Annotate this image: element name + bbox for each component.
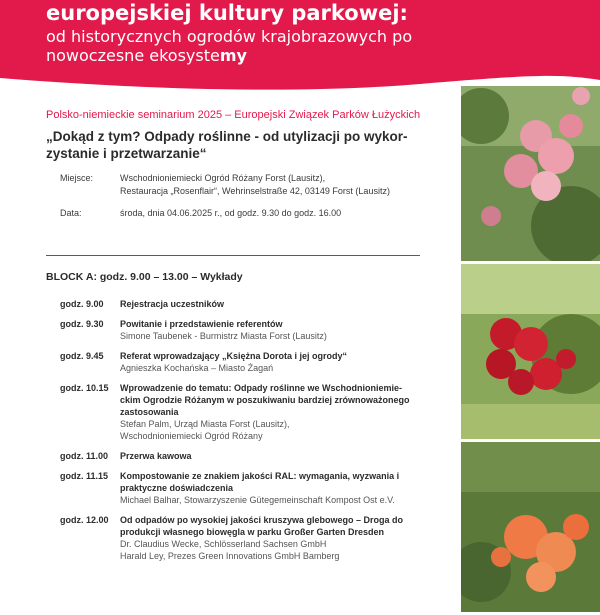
program-speaker: Stefan Palm, Urząd Miasta Forst (Lausitz), <box>120 419 290 429</box>
program-body <box>120 382 422 442</box>
program-speaker: Agnieszka Kochańska – Miasto Żagań <box>120 363 274 373</box>
page-title: europejskiej kultury parkowej: <box>46 1 408 25</box>
program-list <box>60 298 422 570</box>
program-item <box>60 318 422 342</box>
program-title: Przerwa kawowa <box>120 451 192 461</box>
event-series: Polsko-niemieckie seminarium 2025 – Europejski Związek Parków Łużyckich <box>46 109 421 121</box>
program-title: Od odpadów po wysokiej jakości kruszywa glebowego – Droga do produkcji własnego biowęgla w parku Großer Garten Dresden <box>120 515 404 537</box>
photo-column <box>461 86 600 615</box>
pink-roses-photo <box>461 86 600 261</box>
program-item <box>60 298 422 310</box>
program-item <box>60 382 422 442</box>
program-title: Rejestracja uczestników <box>120 299 225 309</box>
date-row <box>60 207 422 220</box>
program-speaker: Michael Balhar, Stowarzyszenie Gütegemeinschaft Kompost Ost e.V. <box>120 495 395 505</box>
program-title: Referat wprowadzający „Księżna Dorota i jej ogrody“ <box>120 351 348 361</box>
event-title: „Dokąd z tym? Odpady roślinne - od utylizacji po wykor-zystanie i przetwarzanie“ <box>46 129 408 161</box>
program-speaker: Harald Ley, Prezes Green Innovations GmbH Bamberg <box>120 551 340 561</box>
page-subtitle: od historycznych ogrodów krajobrazowych po nowoczesne ekosystemy <box>46 27 413 65</box>
block-a-heading: BLOCK A: godz. 9.00 – 13.00 – Wykłady <box>46 271 243 283</box>
program-speaker: Dr. Claudius Wecke, Schlösserland Sachsen GmbH <box>120 539 327 549</box>
date-label: Data: <box>60 208 82 218</box>
program-body <box>120 318 422 342</box>
date-value: środa, dnia 04.06.2025 r., od godz. 9.30 do godz. 16.00 <box>120 208 342 218</box>
location-row <box>60 172 422 198</box>
program-body <box>120 514 422 562</box>
program-title: Kompostowanie ze znakiem jakości RAL: wymagania, wyzwania i praktyczne doświadczenia <box>120 471 400 493</box>
program-body <box>120 450 422 462</box>
program-body <box>120 350 422 374</box>
program-time: godz. 12.00 <box>60 515 109 525</box>
program-time: godz. 9.00 <box>60 299 104 309</box>
program-time: godz. 11.15 <box>60 471 109 481</box>
program-title: Powitanie i przedstawienie referentów <box>120 319 283 329</box>
divider <box>46 255 420 256</box>
program-time: godz. 9.45 <box>60 351 104 361</box>
program-title: Wprowadzenie do tematu: Odpady roślinne we Wschodnioniemie-ckim Ogrodzie Różanym w poszukiwaniu bardziej zrównoważonego zastosowania <box>120 383 410 417</box>
program-item <box>60 514 422 562</box>
orange-roses-photo <box>461 442 600 612</box>
program-body <box>120 470 422 506</box>
program-body <box>120 298 422 310</box>
program-time: godz. 10.15 <box>60 383 109 393</box>
program-time: godz. 11.00 <box>60 451 109 461</box>
program-speaker: Simone Taubenek - Burmistrz Miasta Forst (Lausitz) <box>120 331 327 341</box>
program-item <box>60 450 422 462</box>
program-item <box>60 350 422 374</box>
event-details <box>46 172 422 220</box>
location-value <box>120 172 422 198</box>
location-line: Wschodnioniemiecki Ogród Różany Forst (Lausitz), <box>120 173 326 183</box>
event-info <box>46 108 422 229</box>
program-time: godz. 9.30 <box>60 319 104 329</box>
red-roses-photo <box>461 264 600 439</box>
location-label: Miejsce: <box>60 173 94 183</box>
program-speaker: Wschodnioniemiecki Ogród Różany <box>120 431 263 441</box>
location-line: Restauracja „Rosenflair“, Wehrinselstraße 42, 03149 Forst (Lausitz) <box>120 186 390 196</box>
header-banner <box>0 0 600 92</box>
program-item <box>60 470 422 506</box>
